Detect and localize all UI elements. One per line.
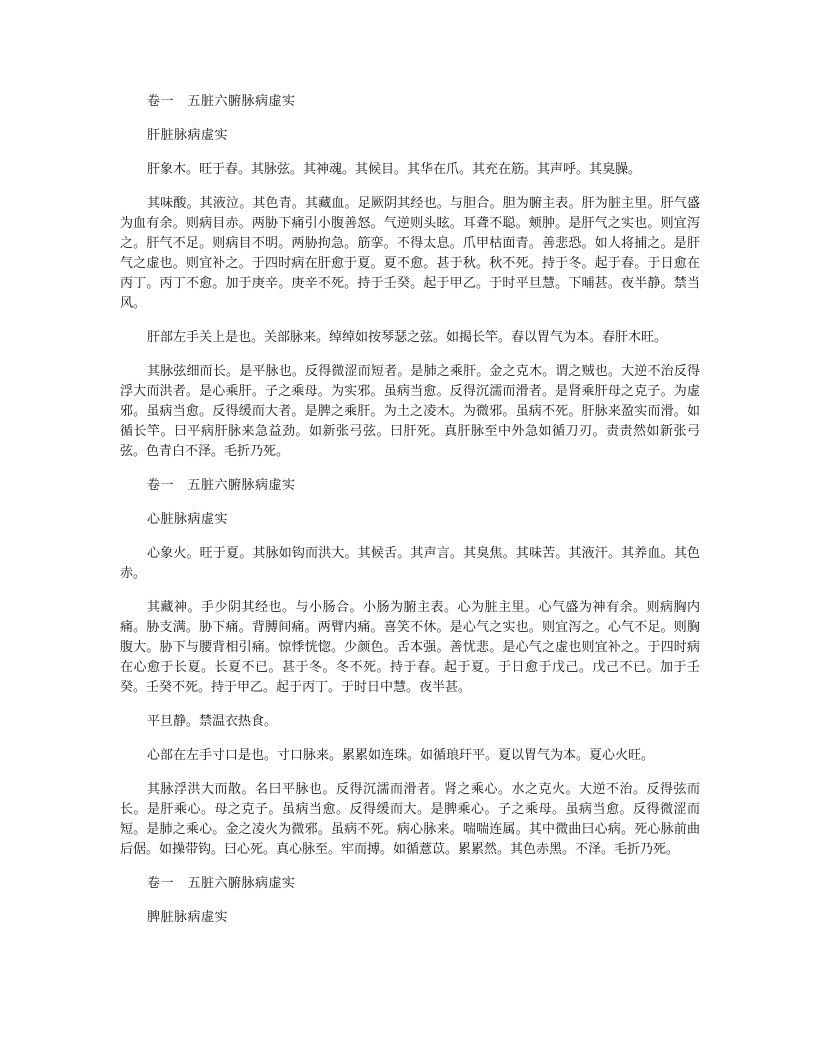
section-subtitle: 心脏脉病虚实 xyxy=(147,512,229,527)
section-header: 卷一 五脏六腑脉病虚实 xyxy=(147,94,296,109)
body-paragraph: 其藏神。手少阴其经也。与小肠合。小肠为腑主表。心为脏主里。心气盛为神有余。则病胸内痛。胁支满。胁下痛。背膊间痛。两臂内痛。喜笑不休。是心气之实也。则宜泻之。心气不足。则胸腹大。胁下与腰背相引痛。惊悸恍惚。少颜色。舌本强。善忧悲。是心气之虚也则宜补之。于四时病在心愈于长夏。长夏不已。甚于冬。冬不死。持于春。起于夏。于日愈于戊己。戊己不已。加于壬癸。壬癸不死。持于甲乙。起于丙丁。于时日中慧。夜半甚。 xyxy=(120,600,700,695)
body-paragraph: 其味酸。其液泣。其色青。其藏血。足厥阴其经也。与胆合。胆为腑主表。肝为脏主里。肝气盛为血有余。则病目赤。两胁下痛引小腹善怒。气逆则头眩。耳聋不聪。颊肿。是肝气之实也。则宜泻之。肝气不足。则病目不明。两胁拘急。筋挛。不得太息。爪甲枯面青。善悲恐。如人将捕之。是肝气之虚也。则宜补之。于四时病在肝愈于夏。夏不愈。甚于秋。秋不死。持于冬。起于春。于日愈在丙丁。丙丁不愈。加于庚辛。庚辛不死。持于壬癸。起于甲乙。于时平旦慧。下晡甚。夜半静。禁当风。 xyxy=(120,196,700,311)
body-paragraph: 其脉弦细而长。是平脉也。反得微涩而短者。是肺之乘肝。金之克木。谓之贼也。大逆不治反得浮大而洪者。是心乘肝。子之乘母。为实邪。虽病当愈。反得沉濡而滑者。是肾乘肝母之克子。为虚邪。虽病当愈。反得缓而大者。是脾之乘肝。为土之凌木。为微邪。虽病不死。肝脉来盈实而滑。如循长竿。曰平病肝脉来急益劲。如新张弓弦。曰肝死。真肝脉至中外急如循刀刃。责责然如新张弓弦。色青白不泽。毛折乃死。 xyxy=(120,364,700,459)
document-page xyxy=(120,92,700,942)
section-subtitle: 脾脏脉病虚实 xyxy=(147,910,229,925)
section-subtitle: 肝脏脉病虚实 xyxy=(147,128,229,143)
body-paragraph: 肝象木。旺于春。其脉弦。其神魂。其候目。其华在爪。其充在筋。其声呼。其臭臊。 xyxy=(147,162,642,177)
section-header: 卷一 五脏六腑脉病虚实 xyxy=(147,876,296,891)
body-paragraph: 其脉浮洪大而散。名曰平脉也。反得沉濡而滑者。肾之乘心。水之克火。大逆不治。反得弦而长。是肝乘心。母之克子。虽病当愈。反得缓而大。是脾乘心。子之乘母。虽病当愈。反得微涩而短。是肺之乘心。金之凌火为微邪。虽病不死。病心脉来。喘喘连属。其中微曲曰心病。死心脉前曲后倨。如操带钩。曰心死。真心脉至。牢而搏。如循薏苡。累累然。其色赤黑。不泽。毛折乃死。 xyxy=(120,782,700,857)
body-paragraph: 平旦静。禁温衣热食。 xyxy=(147,714,278,729)
section-header: 卷一 五脏六腑脉病虚实 xyxy=(147,478,296,493)
body-paragraph: 心部在左手寸口是也。寸口脉来。累累如连珠。如循琅玕平。夏以胃气为本。夏心火旺。 xyxy=(147,748,655,763)
body-paragraph: 肝部左手关上是也。关部脉来。绰绰如按琴瑟之弦。如揭长竿。春以胃气为本。春肝木旺。 xyxy=(147,330,668,345)
body-paragraph: 心象火。旺于夏。其脉如钩而洪大。其候舌。其声言。其臭焦。其味苦。其液汗。其养血。其色赤。 xyxy=(120,546,700,581)
